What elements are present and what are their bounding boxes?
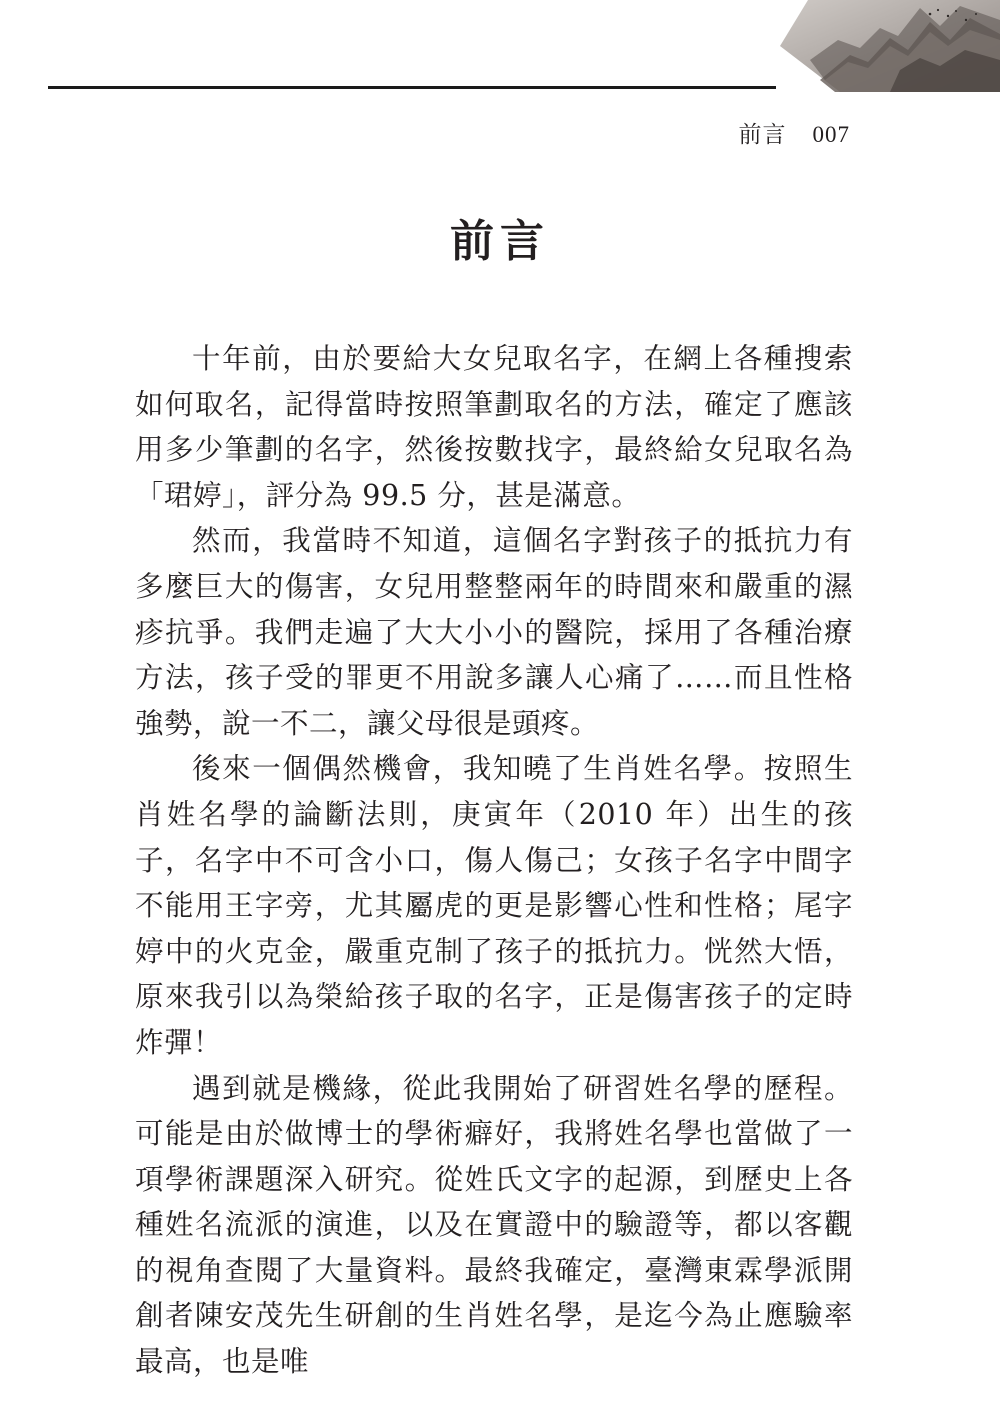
ink-landscape-illustration — [780, 0, 1000, 92]
chapter-title: 前言 — [450, 216, 550, 268]
running-head-section: 前言 — [738, 122, 787, 148]
running-head — [739, 116, 851, 149]
paragraph: 遇到就是機緣，從此我開始了研習姓名學的歷程。可能是由於做博士的學術癖好，我將姓名學也當做了一項學術課題深入研究。從姓氏文字的起源，到歷史上各種姓名流派的演進，以及在實證中的驗證等，都以客觀的視角查閱了大量資料。最終我確定，臺灣東霖學派開創者陳安茂先生研創的生肖姓名學，是迄今為止應驗率最高，也是唯 — [135, 1071, 853, 1379]
body-text — [135, 336, 853, 1385]
paragraph: 然而，我當時不知道，這個名字對孩子的抵抗力有多麼巨大的傷害，女兒用整整兩年的時間來和嚴重的濕疹抗爭。我們走遍了大大小小的醫院，採用了各種治療方法，孩子受的罪更不用說多讓人心痛了……而且性格強勢，說一不二，讓父母很是頭疼。 — [135, 524, 853, 740]
header-rule — [48, 86, 776, 89]
paragraph: 後來一個偶然機會，我知曉了生肖姓名學。按照生肖姓名學的論斷法則，庚寅年（2010 年）出生的孩子，名字中不可含小口，傷人傷己；女孩子名字中間字不能用王字旁，尤其屬虎的更是影響心性和性格；尾字婷中的火克金，嚴重克制了孩子的抵抗力。恍然大悟，原來我引以為榮給孩子取的名字，正是傷害孩子的定時炸彈！ — [135, 752, 853, 1059]
page-number: 007 — [812, 122, 850, 147]
paragraph: 十年前，由於要給大女兒取名字，在網上各種搜索如何取名，記得當時按照筆劃取名的方法，確定了應該用多少筆劃的名字，然後按數找字，最終給女兒取名為「珺婷」，評分為 99.5 分，甚是滿意。 — [135, 342, 853, 512]
